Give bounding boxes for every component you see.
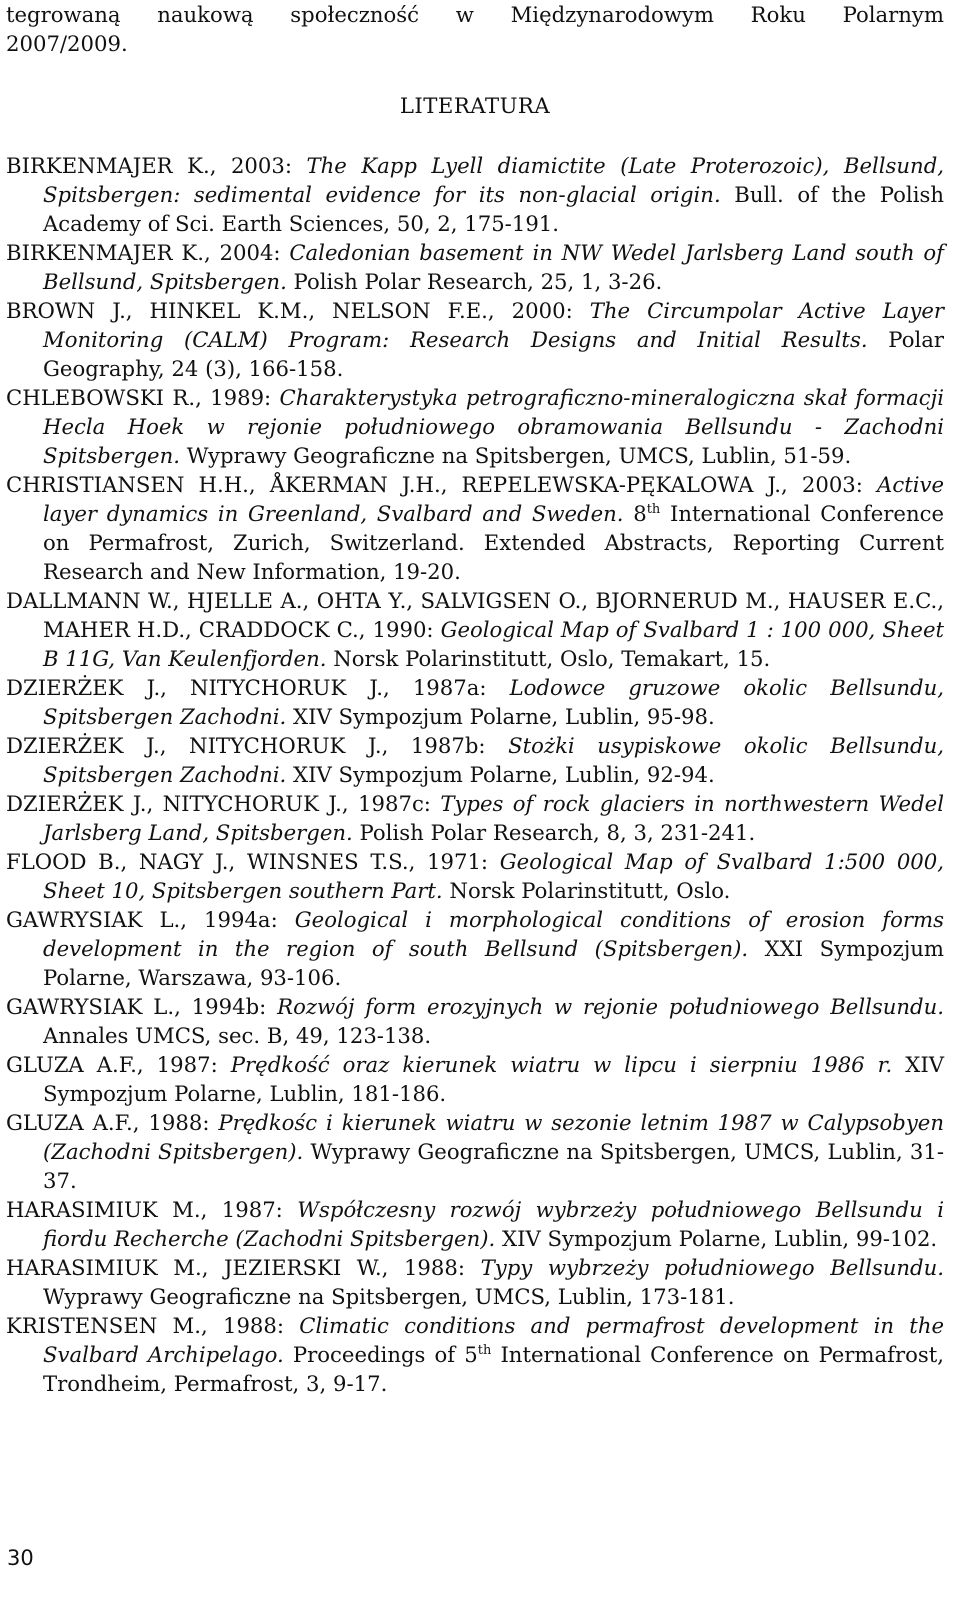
reference-authors: BROWN J., HINKEL K.M., NELSON F.E.: [6, 298, 488, 323]
intro-line: 2007/2009.: [6, 31, 128, 56]
reference-source: XIV Sympozjum Polarne, Lublin, 99-102.: [495, 1226, 938, 1251]
reference-year: , 1990:: [358, 617, 441, 642]
reference-entry: [6, 586, 944, 673]
reference-title: Geological i morphological conditions of erosion forms development in the region of south Bellsund (Spitsbergen).: [43, 907, 944, 961]
reference-entry: [6, 673, 944, 731]
reference-authors: HARASIMIUK M., JEZIERSKI W.: [6, 1255, 382, 1280]
reference-entry: [6, 1253, 944, 1311]
reference-source: Bull. of the Polish Academy of Sci. Earth Sciences, 50, 2, 175-191.: [43, 182, 945, 236]
reference-title: Caledonian basement in NW Wedel Jarlsberg Land south of Bellsund, Spitsbergen.: [43, 240, 945, 294]
reference-source: Polish Polar Research, 25, 1, 3-26.: [286, 269, 663, 294]
reference-entry: [6, 789, 944, 847]
reference-source: Wyprawy Geograficzne na Spitsbergen, UMCS, Lublin, 51-59.: [179, 443, 852, 468]
reference-entry: [6, 731, 944, 789]
reference-entry: [6, 1311, 944, 1398]
reference-authors: DALLMANN W., HJELLE A., OHTA Y., SALVIGSEN O., BJORNERUD M., HAUSER E.C., MAHER H.D., CRADDOCK C.: [6, 588, 944, 642]
ordinal-superscript: th: [646, 502, 661, 517]
reference-source: XIV Sympozjum Polarne, Lublin, 92-94.: [286, 762, 715, 787]
reference-title: Types of rock glaciers in northwestern Wedel Jarlsberg Land, Spitsbergen.: [43, 791, 944, 845]
reference-authors: CHLEBOWSKI R.: [6, 385, 196, 410]
section-heading: LITERATURA: [399, 93, 551, 118]
reference-authors: FLOOD B., NAGY J., WINSNES T.S.: [6, 849, 409, 874]
reference-source: XXI Sympozjum Polarne, Warszawa, 93-106.: [43, 936, 944, 990]
reference-entry: [6, 1108, 944, 1195]
reference-list: [6, 151, 944, 1398]
reference-authors: CHRISTIANSEN H.H., ÅKERMAN J.H., REPELEWSKA-PĘKALOWA J.: [6, 472, 782, 497]
reference-authors: DZIERŻEK J., NITYCHORUK J.: [6, 675, 384, 700]
reference-year: , 2003:: [781, 472, 878, 497]
reference-year: , 1994a:: [180, 907, 295, 932]
reference-title: Typy wybrzeży południowego Bellsundu.: [480, 1255, 944, 1280]
reference-authors: BIRKENMAJER K.: [6, 153, 210, 178]
reference-year: , 1987:: [200, 1197, 298, 1222]
reference-year: , 1989:: [195, 385, 280, 410]
reference-year: , 1971:: [408, 849, 500, 874]
reference-authors: DZIERŻEK J., NITYCHORUK J.: [6, 791, 342, 816]
reference-entry: [6, 905, 944, 992]
intro-paragraph: [6, 0, 944, 58]
reference-authors: DZIERŻEK J., NITYCHORUK J.: [6, 733, 382, 758]
reference-title: Climatic conditions and permafrost development in the Svalbard Archipelago.: [43, 1313, 945, 1367]
reference-year: , 2000:: [487, 298, 590, 323]
reference-year: , 2004:: [203, 240, 290, 265]
reference-entry: [6, 383, 944, 470]
reference-source: Wyprawy Geograficzne na Spitsbergen, UMCS, Lublin, 173-181.: [43, 1284, 735, 1309]
reference-title: Geological Map of Svalbard 1 : 100 000, Sheet B 11G, Van Keulenfjorden.: [43, 617, 945, 671]
reference-year: , 1987c:: [341, 791, 441, 816]
reference-year: , 1987b:: [381, 733, 509, 758]
reference-year: , 1994b:: [174, 994, 278, 1019]
reference-source-prefix: 8: [623, 501, 647, 526]
reference-source: Annales UMCS, sec. B, 49, 123-138.: [43, 1023, 432, 1048]
reference-entry: [6, 151, 944, 238]
reference-authors: GAWRYSIAK L.: [6, 907, 181, 932]
reference-source: Polish Polar Research, 8, 3, 231-241.: [352, 820, 756, 845]
reference-source: Norsk Polarinstitutt, Oslo.: [442, 878, 731, 903]
reference-source: International Conference on Permafrost, Zurich, Switzerland. Extended Abstracts, Reporting Current Research and New Information, 19-20.: [43, 501, 944, 584]
reference-authors: BIRKENMAJER K.: [6, 240, 204, 265]
reference-title: Stożki usypiskowe okolic Bellsundu, Spitsbergen Zachodni.: [43, 733, 944, 787]
reference-title: Prędkość oraz kierunek wiatru w lipcu i sierpniu 1986 r.: [230, 1052, 893, 1077]
reference-title: Active layer dynamics in Greenland, Svalbard and Sweden.: [43, 472, 944, 526]
reference-source-prefix: Proceedings of 5: [283, 1342, 478, 1367]
reference-year: , 1987a:: [383, 675, 510, 700]
reference-year: , 1988:: [132, 1110, 219, 1135]
intro-line: tegrowaną naukową społeczność w Międzynarodowym Roku Polarnym: [6, 2, 944, 27]
reference-entry: [6, 296, 944, 383]
reference-entry: [6, 470, 944, 586]
reference-entry: [6, 238, 944, 296]
page-number: 30: [7, 1546, 34, 1570]
reference-title: Lodowce gruzowe okolic Bellsundu, Spitsbergen Zachodni.: [43, 675, 944, 729]
reference-title: The Kapp Lyell diamictite (Late Proterozoic), Bellsund, Spitsbergen: sedimental evidence for its non-glacial origin.: [43, 153, 944, 207]
reference-source: Wyprawy Geograficzne na Spitsbergen, UMCS, Lublin, 31-37.: [43, 1139, 944, 1193]
reference-year: , 1988:: [201, 1313, 300, 1338]
reference-authors: GLUZA A.F.: [6, 1052, 137, 1077]
reference-source: XIV Sympozjum Polarne, Lublin, 181-186.: [43, 1052, 944, 1106]
reference-title: Prędkośc i kierunek wiatru w sezonie letnim 1987 w Calypsobyen (Zachodni Spitsbergen).: [43, 1110, 944, 1164]
reference-title: Rozwój form erozyjnych w rejonie południowego Bellsundu.: [277, 994, 944, 1019]
reference-entry: [6, 1050, 944, 1108]
reference-authors: KRISTENSEN M.: [6, 1313, 201, 1338]
reference-source: International Conference on Permafrost, Trondheim, Permafrost, 3, 9-17.: [43, 1342, 944, 1396]
reference-authors: GAWRYSIAK L.: [6, 994, 175, 1019]
reference-source: Polar Geography, 24 (3), 166-158.: [43, 327, 944, 381]
reference-title: Geological Map of Svalbard 1:500 000, Sheet 10, Spitsbergen southern Part.: [43, 849, 945, 903]
ordinal-superscript: th: [477, 1343, 492, 1358]
reference-authors: HARASIMIUK M.: [6, 1197, 201, 1222]
reference-year: , 1988:: [381, 1255, 481, 1280]
reference-authors: GLUZA A.F.: [6, 1110, 133, 1135]
reference-title: Współczesny rozwój wybrzeży południowego Bellsundu i fiordu Recherche (Zachodni Spitsbergen).: [43, 1197, 944, 1251]
reference-title: The Circumpolar Active Layer Monitoring (CALM) Program: Research Designs and Initial Results.: [43, 298, 944, 352]
reference-entry: [6, 847, 944, 905]
reference-year: , 2003:: [209, 153, 307, 178]
reference-source: XIV Sympozjum Polarne, Lublin, 95-98.: [286, 704, 715, 729]
reference-title: Charakterystyka petrograficzno-mineralogiczna skał formacji Hecla Hoek w rejonie południowego obramowania Bellsundu - Zachodni Spitsbergen.: [43, 385, 944, 468]
reference-entry: [6, 992, 944, 1050]
reference-entry: [6, 1195, 944, 1253]
reference-source: Norsk Polarinstitutt, Oslo, Temakart, 15.: [326, 646, 771, 671]
reference-year: , 1987:: [136, 1052, 231, 1077]
